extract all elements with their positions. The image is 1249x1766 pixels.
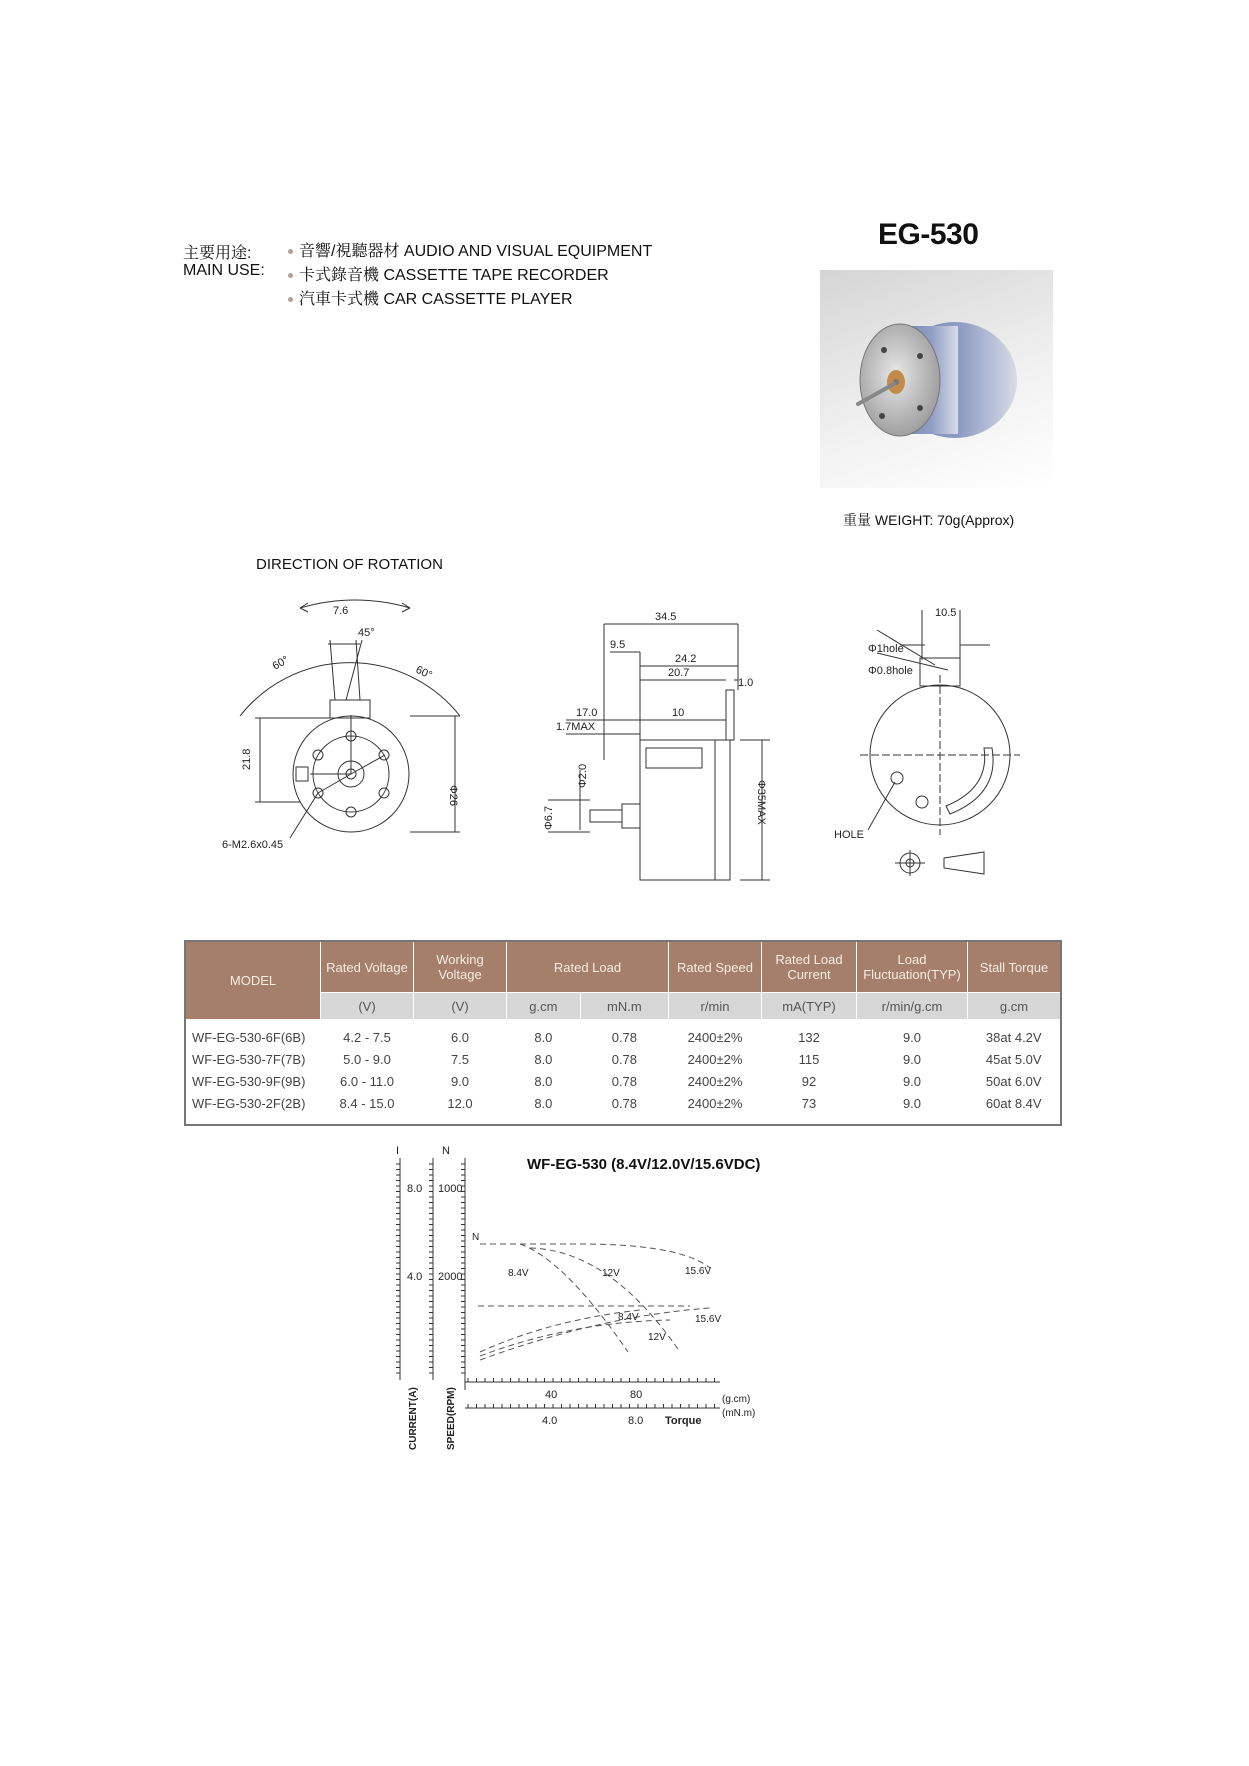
cell: 9.0 (450, 1073, 470, 1089)
dim-angle-left: 60° (270, 653, 291, 673)
x-tick: 80 (630, 1389, 643, 1401)
speed-curve-156v (580, 1244, 710, 1268)
current-label: 8.4V (618, 1312, 639, 1323)
dim-shaft: Φ2.0 (577, 763, 589, 788)
motor-photo (820, 270, 1053, 488)
rear-view-labels (834, 607, 956, 841)
dim-diameter: Φ26 (447, 785, 459, 807)
cell: WF-EG-530-7F(7B) (192, 1051, 306, 1067)
speed-marker: N (472, 1232, 480, 1243)
current-axis-letter: I (396, 1145, 400, 1157)
current-tick: 4.0 (407, 1271, 423, 1283)
cell: 4.2 - 7.5 (343, 1029, 391, 1045)
table-row (185, 1020, 1061, 1049)
cell: 2400±2% (687, 1095, 743, 1111)
dim-screws: 6-M2.6x0.45 (222, 839, 284, 851)
header-working-voltage: Working Voltage (414, 941, 507, 993)
dim-body: Φ35MAX (755, 780, 767, 825)
front-view-labels (222, 605, 459, 851)
cell: 45at 5.0V (985, 1051, 1042, 1067)
current-curve-156v (480, 1308, 710, 1360)
unit-cell: g.cm (507, 993, 581, 1020)
use-item: 音響/視聽器材 AUDIO AND VISUAL EQUIPMENT (288, 238, 652, 261)
cell: 7.5 (450, 1051, 470, 1067)
unit-cell: mA(TYP) (762, 993, 857, 1020)
cell: 50at 6.0V (985, 1073, 1042, 1089)
cell: 115 (798, 1051, 820, 1067)
chart-axes (396, 1158, 720, 1408)
dim-d2: 24.2 (675, 653, 697, 665)
x-axis-label: Torque (665, 1415, 702, 1427)
dim-hole1: Φ1hole (868, 643, 904, 655)
x-unit-mnm: (mN.m) (722, 1408, 756, 1419)
header-model: MODEL (185, 941, 321, 1020)
side-view (548, 624, 770, 880)
bullet-icon (288, 273, 293, 278)
speed-label: 8.4V (508, 1268, 529, 1279)
dim-length: 34.5 (655, 611, 677, 623)
current-tick: 8.0 (407, 1183, 423, 1195)
cell: 38at 4.2V (985, 1029, 1042, 1045)
x-tick: 4.0 (542, 1415, 558, 1427)
current-curve-84v (480, 1310, 640, 1352)
dim-hole2: Φ0.8hole (868, 665, 913, 677)
cell: 6.0 - 11.0 (340, 1073, 394, 1089)
cell: 92 (801, 1073, 817, 1089)
cell: 9.0 (902, 1051, 922, 1067)
use-item: 卡式錄音機 CASSETTE TAPE RECORDER (288, 262, 609, 285)
unit-cell: r/min/g.cm (857, 993, 968, 1020)
model-title: EG-530 (878, 218, 979, 251)
cell: 0.78 (611, 1095, 638, 1111)
motor-icon (820, 270, 1053, 488)
current-label: 12V (648, 1332, 666, 1343)
speed-tick: 2000 (438, 1271, 463, 1283)
dim-d7: 1.7MAX (556, 721, 596, 733)
cell: 0.78 (611, 1029, 638, 1045)
speed-label: 15.6V (685, 1266, 712, 1277)
table-row (185, 1070, 1061, 1092)
dim-angle-right: 60° (413, 663, 434, 682)
main-use-label-cn: 主要用途: (183, 245, 252, 262)
current-axis-label: CURRENT(A) (408, 1387, 419, 1450)
spec-table (184, 940, 1062, 1126)
table-header-row (185, 941, 1061, 993)
unit-cell: mN.m (580, 993, 668, 1020)
speed-label: 12V (602, 1268, 620, 1279)
header-rated-load-current: Rated Load Current (762, 941, 857, 993)
cell: 8.0 (534, 1051, 553, 1067)
dim-height: 21.8 (241, 748, 253, 770)
chart-curves (478, 1244, 710, 1360)
cell: 60at 8.4V (985, 1095, 1042, 1111)
chart-title: WF-EG-530 (8.4V/12.0V/15.6VDC) (527, 1156, 761, 1173)
cell: 2400±2% (687, 1029, 743, 1045)
table-row (185, 1048, 1061, 1070)
speed-axis-label: SPEED(RPM) (446, 1387, 457, 1450)
cell: 9.0 (902, 1029, 922, 1045)
dim-d4: 1.0 (738, 677, 754, 689)
header-load-fluctuation: Load Fluctuation(TYP) (857, 941, 968, 993)
technical-drawings (0, 580, 1249, 900)
unit-cell: r/min (669, 993, 762, 1020)
current-label: 15.6V (695, 1314, 722, 1325)
cell: 8.0 (534, 1029, 553, 1045)
bullet-icon (288, 249, 293, 254)
table-row (185, 1092, 1061, 1125)
cell: 5.0 - 9.0 (343, 1051, 391, 1067)
cell: 73 (801, 1095, 817, 1111)
cell: 12.0 (447, 1095, 473, 1111)
dim-d5: 17.0 (576, 707, 598, 719)
cell: 9.0 (902, 1073, 922, 1089)
cell: WF-EG-530-6F(6B) (192, 1029, 306, 1045)
use-item: 汽車卡式機 CAR CASSETTE PLAYER (288, 286, 573, 309)
cell: 8.0 (534, 1095, 553, 1111)
x-tick: 8.0 (628, 1415, 644, 1427)
cell: 2400±2% (687, 1073, 743, 1089)
unit-cell: (V) (321, 993, 414, 1020)
dim-rear-width: 10.5 (935, 607, 957, 619)
dim-d6: 10 (672, 707, 685, 719)
x-tick: 40 (545, 1389, 558, 1401)
cell: 9.0 (902, 1095, 922, 1111)
x-unit-gcm: (g.cm) (722, 1394, 751, 1405)
header-rated-load: Rated Load (507, 941, 669, 993)
tick-marks (396, 1164, 715, 1408)
unit-cell: (V) (414, 993, 507, 1020)
performance-chart (380, 1140, 780, 1460)
cell: 8.0 (534, 1073, 553, 1089)
dim-hole: HOLE (834, 829, 864, 841)
weight-label: 重量 WEIGHT: 70g(Approx) (843, 512, 1015, 528)
bullet-icon (288, 297, 293, 302)
cell: 6.0 (450, 1029, 470, 1045)
front-view (240, 600, 460, 838)
cell: 132 (798, 1029, 820, 1045)
rotation-label: DIRECTION OF ROTATION (256, 556, 443, 573)
cell: WF-EG-530-9F(9B) (192, 1073, 306, 1089)
dim-d3: 20.7 (668, 667, 690, 679)
header-stall-torque: Stall Torque (968, 941, 1062, 993)
chart-labels (396, 1145, 755, 1450)
cell: 0.78 (611, 1073, 638, 1089)
cell: 2400±2% (687, 1051, 743, 1067)
current-curve-12v (480, 1320, 670, 1356)
speed-tick: 1000 (438, 1183, 463, 1195)
cell: 8.4 - 15.0 (339, 1095, 395, 1111)
dim-width: 7.6 (333, 605, 349, 617)
speed-curve-84v (520, 1244, 628, 1352)
dim-angle: 45° (358, 627, 375, 639)
cell: WF-EG-530-2F(2B) (192, 1095, 306, 1111)
header-rated-speed: Rated Speed (669, 941, 762, 993)
dim-d1: 9.5 (610, 639, 626, 651)
speed-axis-letter: N (442, 1145, 450, 1157)
dim-boss: Φ6.7 (543, 805, 555, 830)
unit-cell: g.cm (968, 993, 1062, 1020)
main-use-label-en: MAIN USE: (183, 262, 265, 279)
header-rated-voltage: Rated Voltage (321, 941, 414, 993)
cell: 0.78 (611, 1051, 638, 1067)
